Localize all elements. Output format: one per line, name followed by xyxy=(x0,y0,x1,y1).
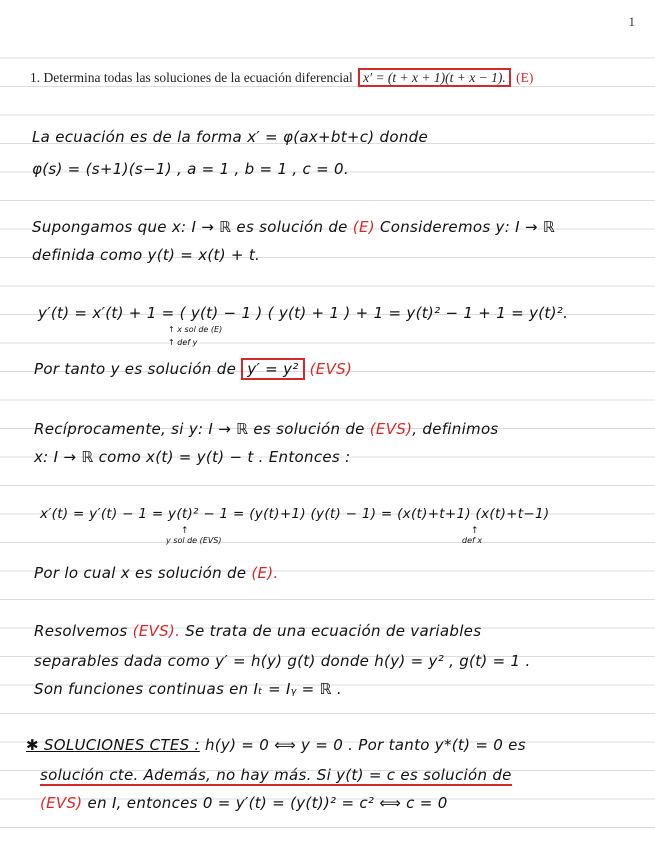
line-soluciones-ctes-text: h(y) = 0 ⟺ y = 0 . Por tanto y*(t) = 0 es xyxy=(204,736,526,754)
line-form: La ecuación es de la forma x′ = φ(ax+bt+c) donde xyxy=(32,128,428,146)
tag-evs-4: (EVS) xyxy=(40,794,83,812)
line-resolvemos-text: Resolvemos xyxy=(34,622,128,640)
heading-soluciones-ctes: ✱ SOLUCIONES CTES : xyxy=(26,736,200,754)
line-solucion-cte-text: solución cte. Además, no hay más. Si y(t) = c es solución de xyxy=(40,766,512,784)
line-derivative-y: y′(t) = x′(t) + 1 = ( y(t) − 1 ) ( y(t) + 1 ) + 1 = y(t)² − 1 + 1 = y(t)². xyxy=(38,304,569,322)
tag-e-2: (E). xyxy=(251,564,279,582)
note-x-sol: ↑ x sol de (E) xyxy=(168,325,223,334)
line-define-x: x: I → ℝ como x(t) = y(t) − t . Entonces : xyxy=(34,448,351,466)
note-def-y: ↑ def y xyxy=(168,338,198,347)
problem-text: Determina todas las soluciones de la ecuación diferencial xyxy=(43,70,353,85)
line-en-i-text: en I, entonces 0 = y′(t) = (y(t))² = c² ⟺ c = 0 xyxy=(87,794,448,812)
arrow-up-icon: ↑ xyxy=(471,526,479,536)
problem-equation: x′ = (t + x + 1)(t + x − 1). xyxy=(358,68,511,87)
line-consider-text: Consideremos y: I → ℝ xyxy=(379,218,556,236)
tag-evs-3: (EVS). xyxy=(132,622,181,640)
line-soluciones-ctes xyxy=(26,736,526,754)
line-phi: φ(s) = (s+1)(s−1) , a = 1 , b = 1 , c = 0. xyxy=(32,160,349,178)
line-suppose-text: Supongamos que x: I → ℝ es solución de xyxy=(32,218,348,236)
problem-statement xyxy=(30,70,533,86)
page-number: 1 xyxy=(628,14,635,29)
line-en-i xyxy=(40,794,448,812)
line-por-lo-cual xyxy=(34,564,279,582)
line-reciprocal xyxy=(34,420,499,438)
problem-number: 1. xyxy=(30,70,41,85)
note-y-sol: y sol de (EVS) xyxy=(166,536,222,545)
line-solucion-cte xyxy=(40,766,512,784)
tag-evs: (EVS) xyxy=(309,360,353,378)
line-defined: definida como y(t) = x(t) + t. xyxy=(32,246,261,264)
line-suppose xyxy=(32,218,555,236)
line-resolvemos xyxy=(34,622,481,640)
line-reciprocal-text: Recíprocamente, si y: I → ℝ es solución de xyxy=(34,420,365,438)
boxed-evs: y′ = y² xyxy=(241,358,304,380)
arrow-up-icon: ↑ xyxy=(181,526,189,536)
line-derivative-x: x′(t) = y′(t) − 1 = y(t)² − 1 = (y(t)+1) (y(t) − 1) = (x(t)+t+1) (x(t)+t−1) xyxy=(40,506,550,522)
line-por-tanto-text: Por tanto y es solución de xyxy=(34,360,237,378)
line-por-lo-cual-text: Por lo cual x es solución de xyxy=(34,564,247,582)
problem-tag: (E) xyxy=(516,70,534,85)
tag-evs-2: (EVS) xyxy=(369,420,413,438)
line-por-tanto xyxy=(34,360,352,378)
line-definimos-text: , definimos xyxy=(412,420,499,438)
tag-e: (E) xyxy=(352,218,375,236)
note-def-x: def x xyxy=(462,536,483,545)
line-se-trata-text: Se trata de una ecuación de variables xyxy=(185,622,482,640)
line-continuas: Son funciones continuas en Iₜ = Iᵧ = ℝ . xyxy=(34,680,342,698)
line-separables: separables dada como y′ = h(y) g(t) donde h(y) = y² , g(t) = 1 . xyxy=(34,652,531,670)
